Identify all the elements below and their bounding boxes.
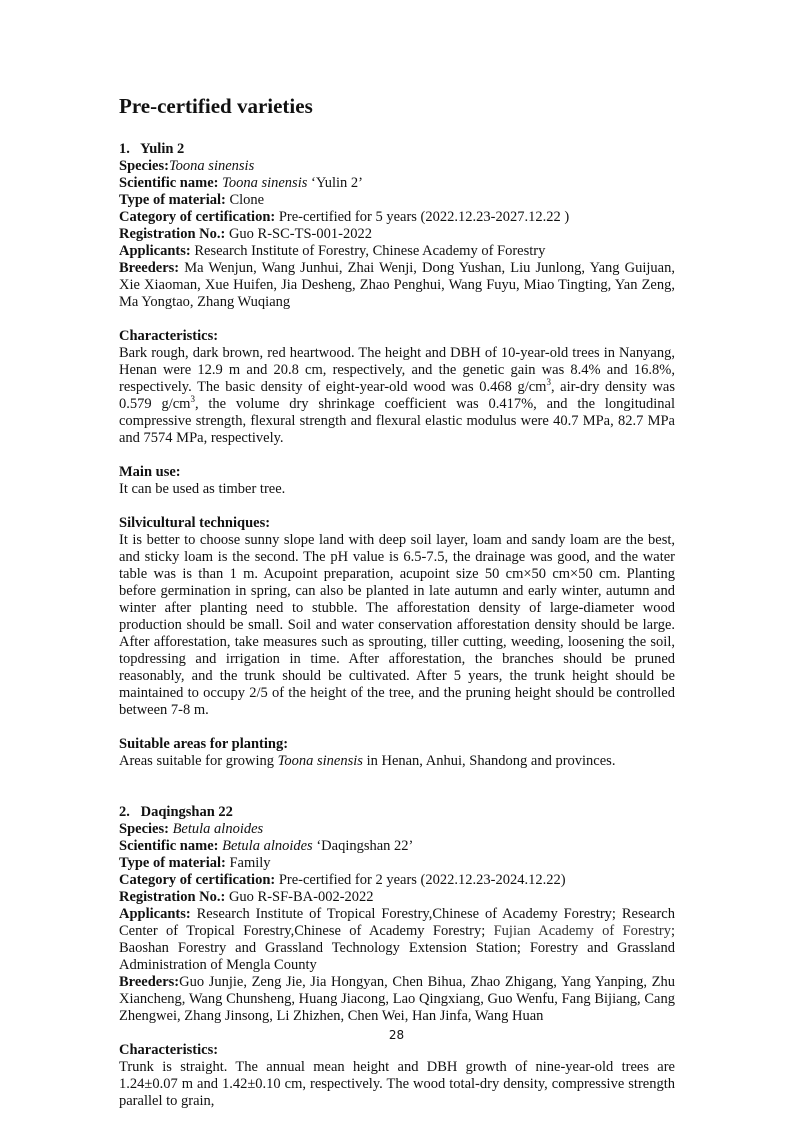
planting-areas-heading: Suitable areas for planting:: [119, 736, 289, 753]
entry-title: [119, 804, 675, 821]
characteristics-text: Bark rough, dark brown, red heartwood. The height and DBH of 10-year-old trees in Nanyang, Henan were 12.9 m and 20.8 cm, respectively, and the genetic gain was 8.4% and 16.8%, respectively. The basic density of eight-year-old wood was 0.468 $g/cm^3$, air-dry density was 0.579 $g/cm^3$, the volume dry shrinkage coefficient was 0.417%, and the longitudinal compressive strength, flexural strength and flexural elastic modulus were 40.7 MPa, 82.7 MPa and 7574 MPa, respectively.: [119, 345, 675, 447]
main-use-heading: Main use:: [119, 464, 181, 481]
entry-number: 2.: [119, 804, 130, 821]
entry-name: Yulin 2: [140, 141, 185, 158]
variety-entry-1: [119, 141, 675, 770]
planting-areas-text: Areas suitable for growing Toona sinensis in Henan, Anhui, Shandong and provinces.: [119, 753, 616, 770]
breeders-line: Breeders: Ma Wenjun, Wang Junhui, Zhai Wenji, Dong Yushan, Liu Junlong, Yang Guijuan, Xie Xiaoman, Xue Huifen, Jia Desheng, Zhao Penghui, Wang Fuyu, Miao Tingting, Yan Zeng, Ma Yongtao, Zhang Wuqiang: [119, 260, 675, 311]
main-use-text: It can be used as timber tree.: [119, 481, 286, 498]
page-heading: Pre-certified varieties: [119, 94, 313, 118]
variety-entry-2: [119, 804, 675, 1110]
entry-number: 1.: [119, 141, 130, 158]
characteristics-heading: Characteristics:: [119, 328, 219, 345]
certification-line: Category of certification: Pre-certified for 5 years (2022.12.23-2027.12.22 ): [119, 209, 570, 226]
material-line: Type of material: Clone: [119, 192, 265, 209]
scientific-name-line: Scientific name: Betula alnoides ‘Daqingshan 22’: [119, 838, 414, 855]
page-number: 28: [388, 1028, 405, 1042]
breeders-line: Breeders:Guo Junjie, Zeng Jie, Jia Hongyan, Chen Bihua, Zhao Zhigang, Yang Yanping, Zhu Xiancheng, Wang Chunsheng, Huang Jiacong, Lao Qingxiang, Guo Wenfu, Fang Bijiang, Cang Zhengwei, Zhang Jinsong, Li Zhizhen, Chen Wei, Han Jinfa, Wang Huan: [119, 974, 675, 1025]
registration-line: Registration No.: Guo R-SC-TS-001-2022: [119, 226, 372, 243]
scientific-name-line: Scientific name: Toona sinensis ‘Yulin 2’: [119, 175, 363, 192]
species-line: Species: Betula alnoides: [119, 821, 264, 838]
document-page: [119, 94, 675, 1110]
material-line: Type of material: Family: [119, 855, 271, 872]
entry-name: Daqingshan 22: [140, 804, 233, 821]
species-line: Species:Toona sinensis: [119, 158, 255, 175]
silvicultural-text: It is better to choose sunny slope land with deep soil layer, loam and sandy loam are the best, and sticky loam is the second. The pH value is 6.5-7.5, the drainage was good, and the water table was is than 1 m. Acupoint preparation, acupoint size 50 cm×50 cm×50 cm. Planting before germination in spring, can also be planted in late autumn and early winter, autumn and winter after planting need to stubble. The afforestation density of large-diameter wood production should be small. Soil and water conservation afforestation density should be large. After afforestation, take measures such as sprouting, tiller cutting, weeding, loosening the soil, topdressing and irrigation in time. After afforestation, the branches should be pruned reasonably, and the trunk should be cultivated. After 5 years, the trunk height should be maintained to occupy 2/5 of the height of the tree, and the pruning height should be controlled between 7-8 m.: [119, 532, 675, 719]
applicants-line: Applicants: Research Institute of Forestry, Chinese Academy of Forestry: [119, 243, 546, 260]
entry-title: [119, 141, 675, 158]
certification-line: Category of certification: Pre-certified for 2 years (2022.12.23-2024.12.22): [119, 872, 566, 889]
registration-line: Registration No.: Guo R-SF-BA-002-2022: [119, 889, 374, 906]
applicants-line: Applicants: Research Institute of Tropical Forestry,Chinese of Academy Forestry; Research Center of Tropical Forestry,Chinese of Academy Forestry; Fujian Academy of Forestry; Baoshan Forestry and Grassland Technology Extension Station; Forestry and Grassland Administration of Mengla County: [119, 906, 675, 974]
silvicultural-heading: Silvicultural techniques:: [119, 515, 271, 532]
characteristics-heading: Characteristics:: [119, 1042, 219, 1059]
characteristics-text: Trunk is straight. The annual mean height and DBH growth of nine-year-old trees are 1.24±0.07 m and 1.42±0.10 cm, respectively. The wood total-dry density, compressive strength parallel to grain,: [119, 1059, 675, 1110]
